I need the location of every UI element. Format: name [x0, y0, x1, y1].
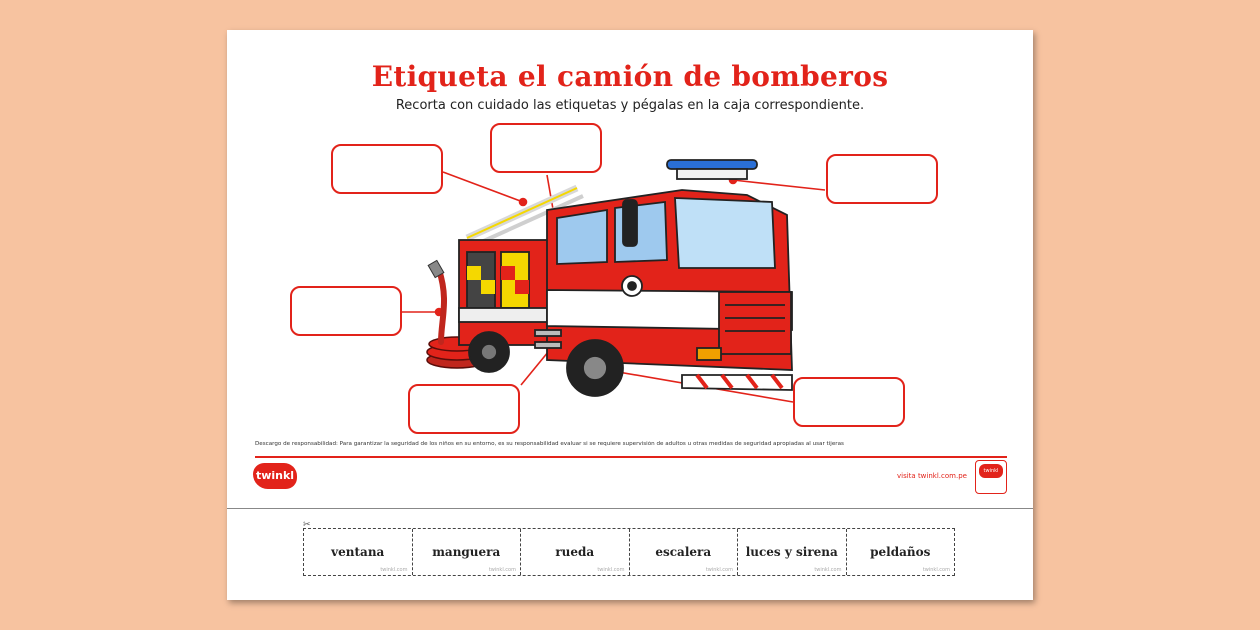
cutout-label-text: peldaños: [870, 545, 931, 559]
page-subtitle: Recorta con cuidado las etiquetas y pégalas en la caja correspondiente.: [395, 98, 865, 113]
twinkl-logo: twinkl: [253, 463, 297, 489]
cutout-label-ventana[interactable]: [304, 529, 413, 575]
cutout-label-peldanos[interactable]: [847, 529, 955, 575]
watermark-text: twinkl.com: [597, 567, 625, 573]
fire-truck-illustration: [227, 30, 1033, 510]
label-box-ventana[interactable]: [490, 123, 602, 173]
watermark-text: twinkl.com: [380, 567, 408, 573]
leader-line-luces: [733, 180, 825, 190]
cutout-label-manguera[interactable]: [413, 529, 522, 575]
page-title: Etiqueta el camión de bomberos: [371, 60, 889, 93]
seal-logo: twinkl: [979, 464, 1003, 478]
visit-link-text: visita twinkl.com.pe: [897, 472, 967, 480]
truck-body: [459, 160, 792, 396]
cutout-label-text: escalera: [655, 545, 712, 559]
cutout-label-text: ventana: [331, 545, 385, 559]
cut-line: [227, 508, 1033, 509]
cutout-label-luces-sirena[interactable]: [738, 529, 847, 575]
watermark-text: twinkl.com: [814, 567, 842, 573]
cutout-label-escalera[interactable]: [630, 529, 739, 575]
worksheet-page: [227, 30, 1033, 600]
label-box-luces-sirena[interactable]: [826, 154, 938, 204]
label-box-manguera[interactable]: [290, 286, 402, 336]
watermark-text: twinkl.com: [705, 567, 733, 573]
label-box-rueda[interactable]: [793, 377, 905, 427]
watermark-text: twinkl.com: [488, 567, 516, 573]
cutout-label-text: rueda: [555, 545, 595, 559]
label-box-escalera[interactable]: [331, 144, 443, 194]
footer-divider: [255, 456, 1007, 458]
leader-line-escalera: [443, 172, 523, 202]
scissors-icon: ✂: [303, 520, 311, 530]
cutout-label-rueda[interactable]: [521, 529, 630, 575]
cutout-label-text: manguera: [432, 545, 501, 559]
cutout-labels-strip: [303, 528, 955, 576]
cutout-label-text: luces y sirena: [745, 545, 838, 559]
quality-seal: [975, 460, 1007, 494]
disclaimer-text: Descargo de responsabilidad: Para garantizar la seguridad de los niños en su entorno, es su responsabilidad evaluar si se requiere supervisión de adultos u otras medidas de seguridad apropiadas al usar tijeras: [255, 441, 844, 447]
label-box-peldanos[interactable]: [408, 384, 520, 434]
watermark-text: twinkl.com: [922, 567, 950, 573]
